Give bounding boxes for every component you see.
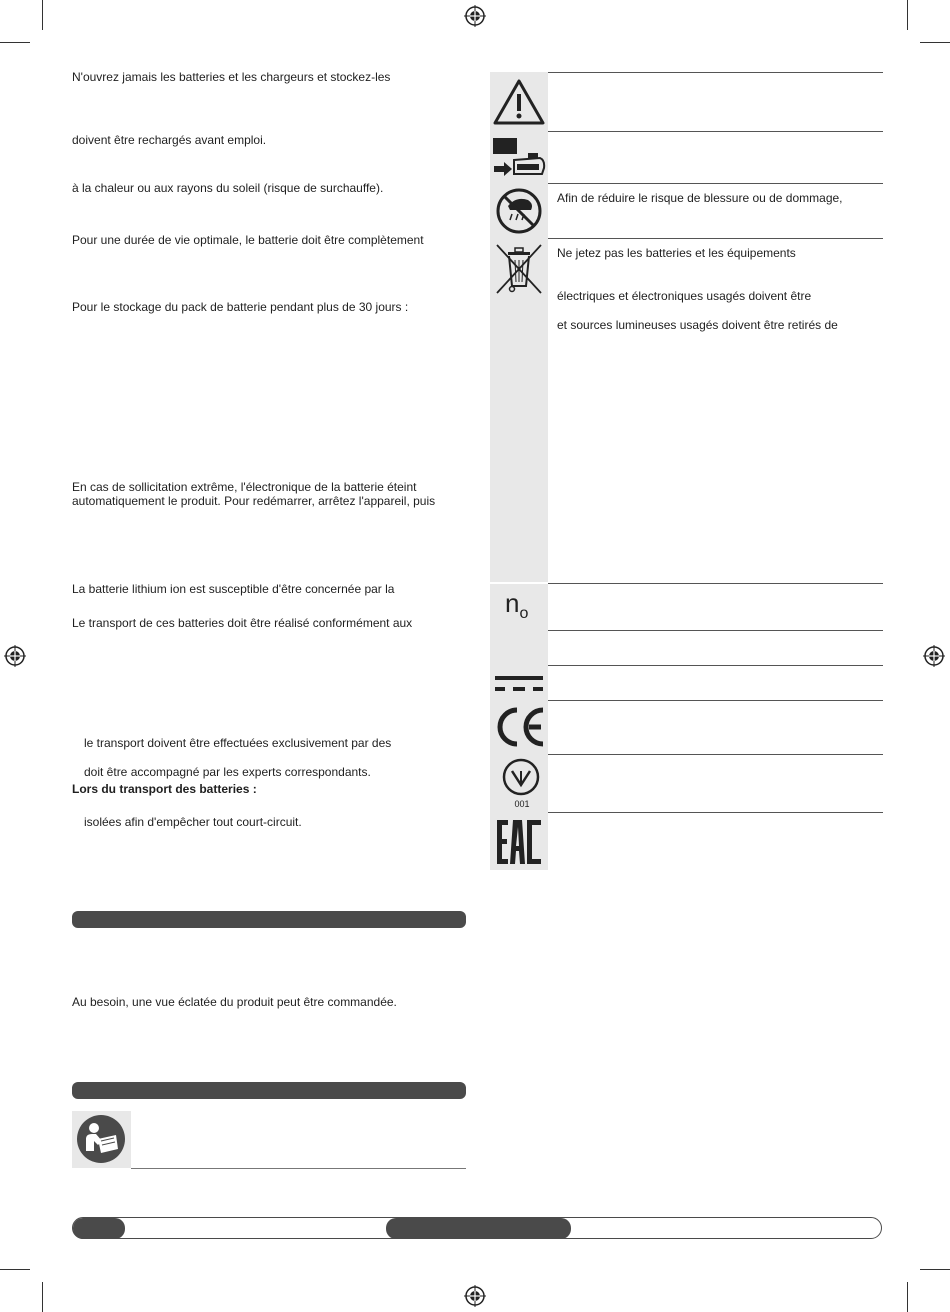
divider (131, 1168, 466, 1169)
body-text-line: à la chaleur ou aux rayons du soleil (risque de surchauffe). (72, 181, 384, 195)
ukraine-mark-icon (497, 757, 543, 797)
registration-mark-icon (464, 1285, 486, 1307)
registration-mark-icon (923, 645, 945, 667)
row-divider (548, 72, 883, 73)
row-divider (548, 665, 883, 666)
subheading: Lors du transport des batteries : (72, 782, 257, 796)
no-load-speed-symbol: n (505, 588, 520, 618)
direct-current-icon (494, 673, 544, 695)
symbol-description: Afin de réduire le risque de blessure ou de dommage, (557, 191, 843, 205)
symbol-description: Ne jetez pas les batteries et les équipements (557, 246, 796, 260)
row-divider (548, 630, 883, 631)
registration-mark-icon (464, 5, 486, 27)
symbol-description: et sources lumineuses usagés doivent être retirés de (557, 318, 838, 332)
crop-mark (907, 0, 908, 30)
row-divider (548, 754, 883, 755)
row-divider (548, 183, 883, 184)
row-divider (548, 700, 883, 701)
spare-parts-text: Au besoin, une vue éclatée du produit peut être commandée. (72, 995, 397, 1009)
body-text-line: En cas de sollicitation extrême, l'électronique de la batterie éteint (72, 480, 417, 494)
body-text-line: La batterie lithium ion est susceptible d'être concernée par la (72, 582, 395, 596)
body-text-line: doit être accompagné par les experts correspondants. (84, 765, 371, 779)
crop-mark (0, 1269, 30, 1270)
footer-page-tab (73, 1218, 125, 1239)
row-divider (548, 812, 883, 813)
crop-mark (42, 1282, 43, 1312)
eac-mark-icon (494, 817, 544, 867)
row-divider (548, 131, 883, 132)
crossed-bin-icon (494, 242, 544, 296)
body-text-line: N'ouvrez jamais les batteries et les chargeurs et stockez-les (72, 70, 391, 84)
crop-mark (920, 1269, 950, 1270)
warning-triangle-icon (492, 78, 546, 126)
body-text-line: isolées afin d'empêcher tout court-circuit. (84, 815, 302, 829)
read-manual-icon (72, 1111, 131, 1168)
no-load-speed-icon (505, 588, 528, 623)
body-text-line: Pour le stockage du pack de batterie pendant plus de 30 jours : (72, 300, 409, 314)
crop-mark (920, 42, 950, 43)
footer-center-tab (386, 1218, 571, 1239)
battery-charger-icon (492, 136, 546, 180)
no-load-speed-subscript: o (519, 605, 529, 622)
ukraine-mark-code: 001 (514, 799, 530, 809)
crop-mark (0, 42, 30, 43)
read-manual-icon-box (72, 1111, 131, 1168)
body-text-line: Pour une durée de vie optimale, le batterie doit être complètement (72, 233, 424, 247)
section-heading-bar (72, 1082, 466, 1099)
row-divider (548, 238, 883, 239)
body-text-line: le transport doivent être effectuées exclusivement par des (84, 736, 392, 750)
section-heading-bar (72, 911, 466, 928)
crop-mark (907, 1282, 908, 1312)
body-text-line: Le transport de ces batteries doit être réalisé conformément aux (72, 616, 413, 630)
body-text-line: doivent être rechargés avant emploi. (72, 133, 267, 147)
row-divider (548, 583, 883, 584)
registration-mark-icon (4, 645, 26, 667)
symbol-description: électriques et électroniques usagés doivent être (557, 289, 812, 303)
ce-mark-icon (493, 704, 545, 750)
no-rain-icon (494, 186, 544, 236)
crop-mark (42, 0, 43, 30)
body-text-line: automatiquement le produit. Pour redémarrer, arrêtez l'appareil, puis (72, 494, 436, 508)
